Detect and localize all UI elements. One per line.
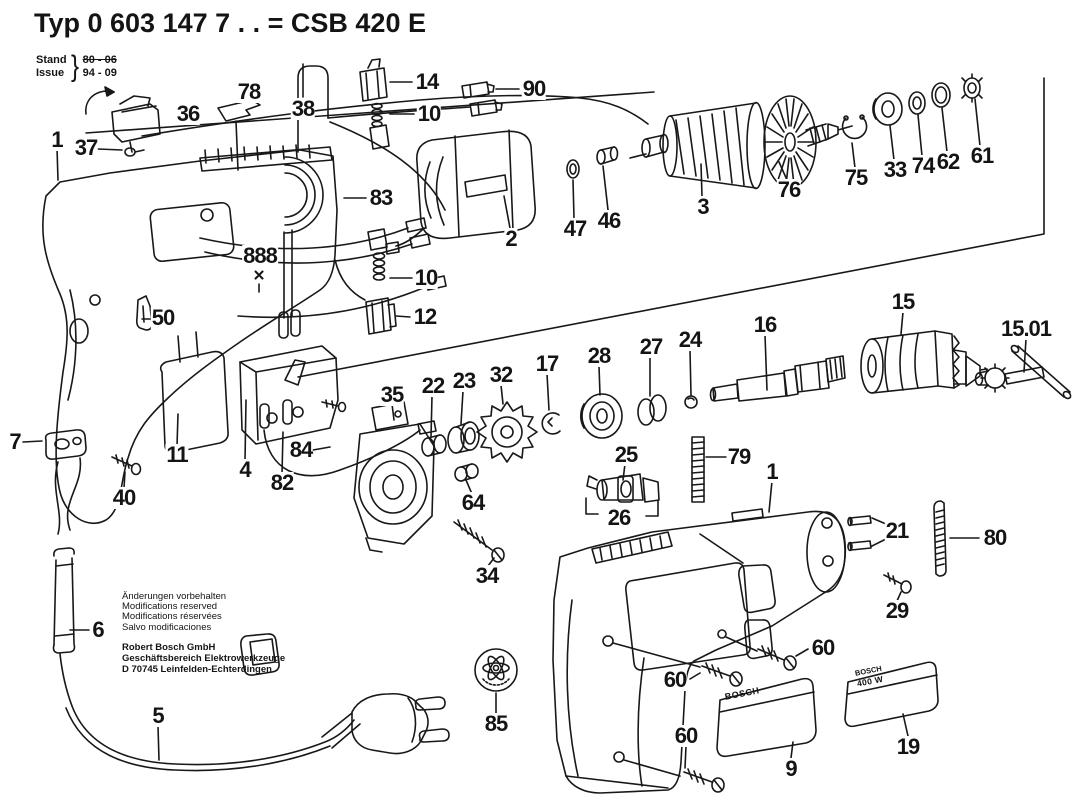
diagram-title: Typ 0 603 147 7 . . = CSB 420 E (34, 8, 426, 38)
part-label-62: 62 (936, 149, 960, 174)
part-label-75: 75 (844, 165, 868, 190)
legal-line-de: Änderungen vorbehalten (122, 591, 227, 602)
emblem-85 (475, 649, 517, 691)
part-label-40: 40 (112, 485, 136, 510)
spindle-16 (711, 356, 846, 401)
ball-24 (685, 396, 697, 408)
power-plug-5 (322, 694, 449, 754)
screw-40 (112, 455, 141, 475)
part-label-64: 64 (461, 490, 485, 515)
sticker-19-brand: BOSCH (854, 663, 883, 678)
bushing-64 (455, 464, 478, 481)
gear-32 (477, 402, 537, 462)
part-label-11: 11 (166, 442, 188, 467)
ring-62 (932, 83, 950, 107)
part-label-16: 16 (753, 312, 777, 337)
part-label-888: 888 (243, 243, 277, 268)
part-label-80: 80 (983, 525, 1007, 550)
switch-36 (112, 96, 160, 152)
part-label-15: 15 (891, 289, 915, 314)
capacitor-11 (161, 332, 228, 452)
part-label-74: 74 (911, 153, 935, 178)
stand-value: 80 - 06 (82, 54, 117, 66)
legal-line-es: Salvo modificaciones (122, 621, 212, 633)
revision-brace: } (70, 50, 79, 83)
bosch-sticker-9-text: BOSCH (724, 685, 761, 702)
part-label-32: 32 (489, 362, 513, 387)
circlip-75 (843, 115, 867, 138)
screw-29 (884, 573, 911, 593)
part-label-24: 24 (678, 327, 702, 352)
chuck-15 (861, 331, 987, 393)
part-label-22: 22 (421, 373, 445, 398)
screw-60b (702, 663, 742, 686)
part-label-90: 90 (522, 76, 546, 101)
part-label-38: 38 (291, 96, 315, 121)
part-label-26: 26 (607, 505, 631, 530)
part-label-84: 84 (289, 437, 313, 462)
issue-value: 94 - 09 (82, 67, 117, 79)
bearing-bracket-35 (354, 402, 434, 552)
screw-60c (684, 769, 724, 792)
part-label-19: 19 (896, 734, 920, 759)
part-label-50: 50 (151, 305, 175, 330)
part-label-33: 33 (883, 157, 907, 182)
terminals-82 (260, 400, 436, 476)
part-label-82: 82 (270, 470, 294, 495)
housing-right-half (553, 505, 845, 793)
collar-23 (448, 422, 479, 453)
selector-25 (587, 474, 659, 502)
part-label-9: 9 (785, 756, 797, 781)
part-label-12: 12 (413, 304, 437, 329)
part-label-✕: ✕ (252, 267, 266, 285)
part-label-79: 79 (727, 444, 751, 469)
bosch-sticker-19-text (854, 663, 885, 690)
washer-74 (909, 92, 925, 114)
part-label-37: 37 (74, 135, 98, 160)
label-strip-80 (934, 501, 946, 576)
part-label-60: 60 (674, 723, 698, 748)
part-label-29: 29 (885, 598, 909, 623)
revision-block (36, 50, 117, 84)
part-label-60: 60 (663, 667, 687, 692)
clips-90 (462, 82, 502, 116)
part-label-28: 28 (587, 343, 611, 368)
part-label-47: 47 (563, 216, 587, 241)
part-label-35: 35 (380, 382, 404, 407)
brush-holder-12 (366, 298, 396, 334)
part-label-23: 23 (452, 368, 476, 393)
part-label-7: 7 (9, 429, 21, 454)
part-label-4: 4 (239, 457, 251, 482)
plate-78 (218, 100, 260, 170)
screw-60a (758, 646, 796, 670)
cable-clamp-7 (46, 430, 86, 459)
legal-line-en: Modifications reserved (122, 601, 218, 613)
part-label-6: 6 (92, 617, 104, 642)
part-label-85: 85 (484, 711, 508, 736)
bracket-50 (137, 296, 152, 330)
part-label-34: 34 (475, 563, 499, 588)
part-label-15.01: 15.01 (1000, 316, 1052, 341)
part-label-27: 27 (639, 334, 663, 359)
screw-34 (454, 520, 504, 562)
carbon-brush-10a (370, 104, 389, 150)
wiring-top (86, 66, 648, 338)
company-name: Robert Bosch GmbH (122, 641, 216, 653)
pins-21 (848, 516, 886, 551)
bearing-28 (581, 394, 622, 438)
part-label-25: 25 (614, 442, 638, 467)
bearing-33 (873, 93, 902, 125)
legal-line-fr: Modifications réservées (122, 611, 222, 623)
part-label-1: 1 (51, 127, 63, 152)
sleeve-22 (422, 435, 446, 456)
company-address: D 70745 Leinfelden-Echterdingen (122, 663, 272, 675)
button-37 (125, 148, 144, 156)
sticker-19-watt: 400 W (856, 673, 885, 689)
part-label-2: 2 (505, 226, 517, 251)
chuck-key-1501 (976, 344, 1072, 400)
eclip-17 (542, 413, 560, 434)
legal-block (122, 592, 285, 675)
armature-3 (630, 103, 852, 189)
issue-label: Issue (36, 67, 65, 79)
brush-holder-14 (360, 59, 387, 101)
part-label-60: 60 (811, 635, 835, 660)
part-label-3: 3 (697, 194, 709, 219)
part-label-61: 61 (970, 143, 994, 168)
carbon-brush-10b (368, 229, 387, 280)
switch-4 (240, 346, 338, 444)
company-division: Geschäftsbereich Elektrowerkzeuge (122, 652, 286, 664)
part-label-21: 21 (885, 518, 909, 543)
fan-76 (764, 96, 816, 188)
terminal-screw-84 (322, 400, 346, 412)
nut-61 (962, 74, 982, 102)
sleeve-46 (597, 147, 618, 164)
part-label-36: 36 (176, 101, 200, 126)
part-label-14: 14 (415, 69, 439, 94)
label-strip-79 (692, 437, 704, 502)
part-label-46: 46 (597, 208, 621, 233)
part-label-78: 78 (237, 79, 261, 104)
part-label-1: 1 (766, 459, 778, 484)
part-label-10: 10 (417, 101, 441, 126)
stand-label: Stand (36, 54, 67, 66)
part-label-10: 10 (414, 265, 438, 290)
washer-47 (567, 160, 579, 178)
part-label-83: 83 (369, 185, 393, 210)
washers-27 (638, 395, 666, 425)
part-label-17: 17 (535, 351, 559, 376)
part-label-76: 76 (777, 177, 801, 202)
part-label-5: 5 (152, 703, 164, 728)
